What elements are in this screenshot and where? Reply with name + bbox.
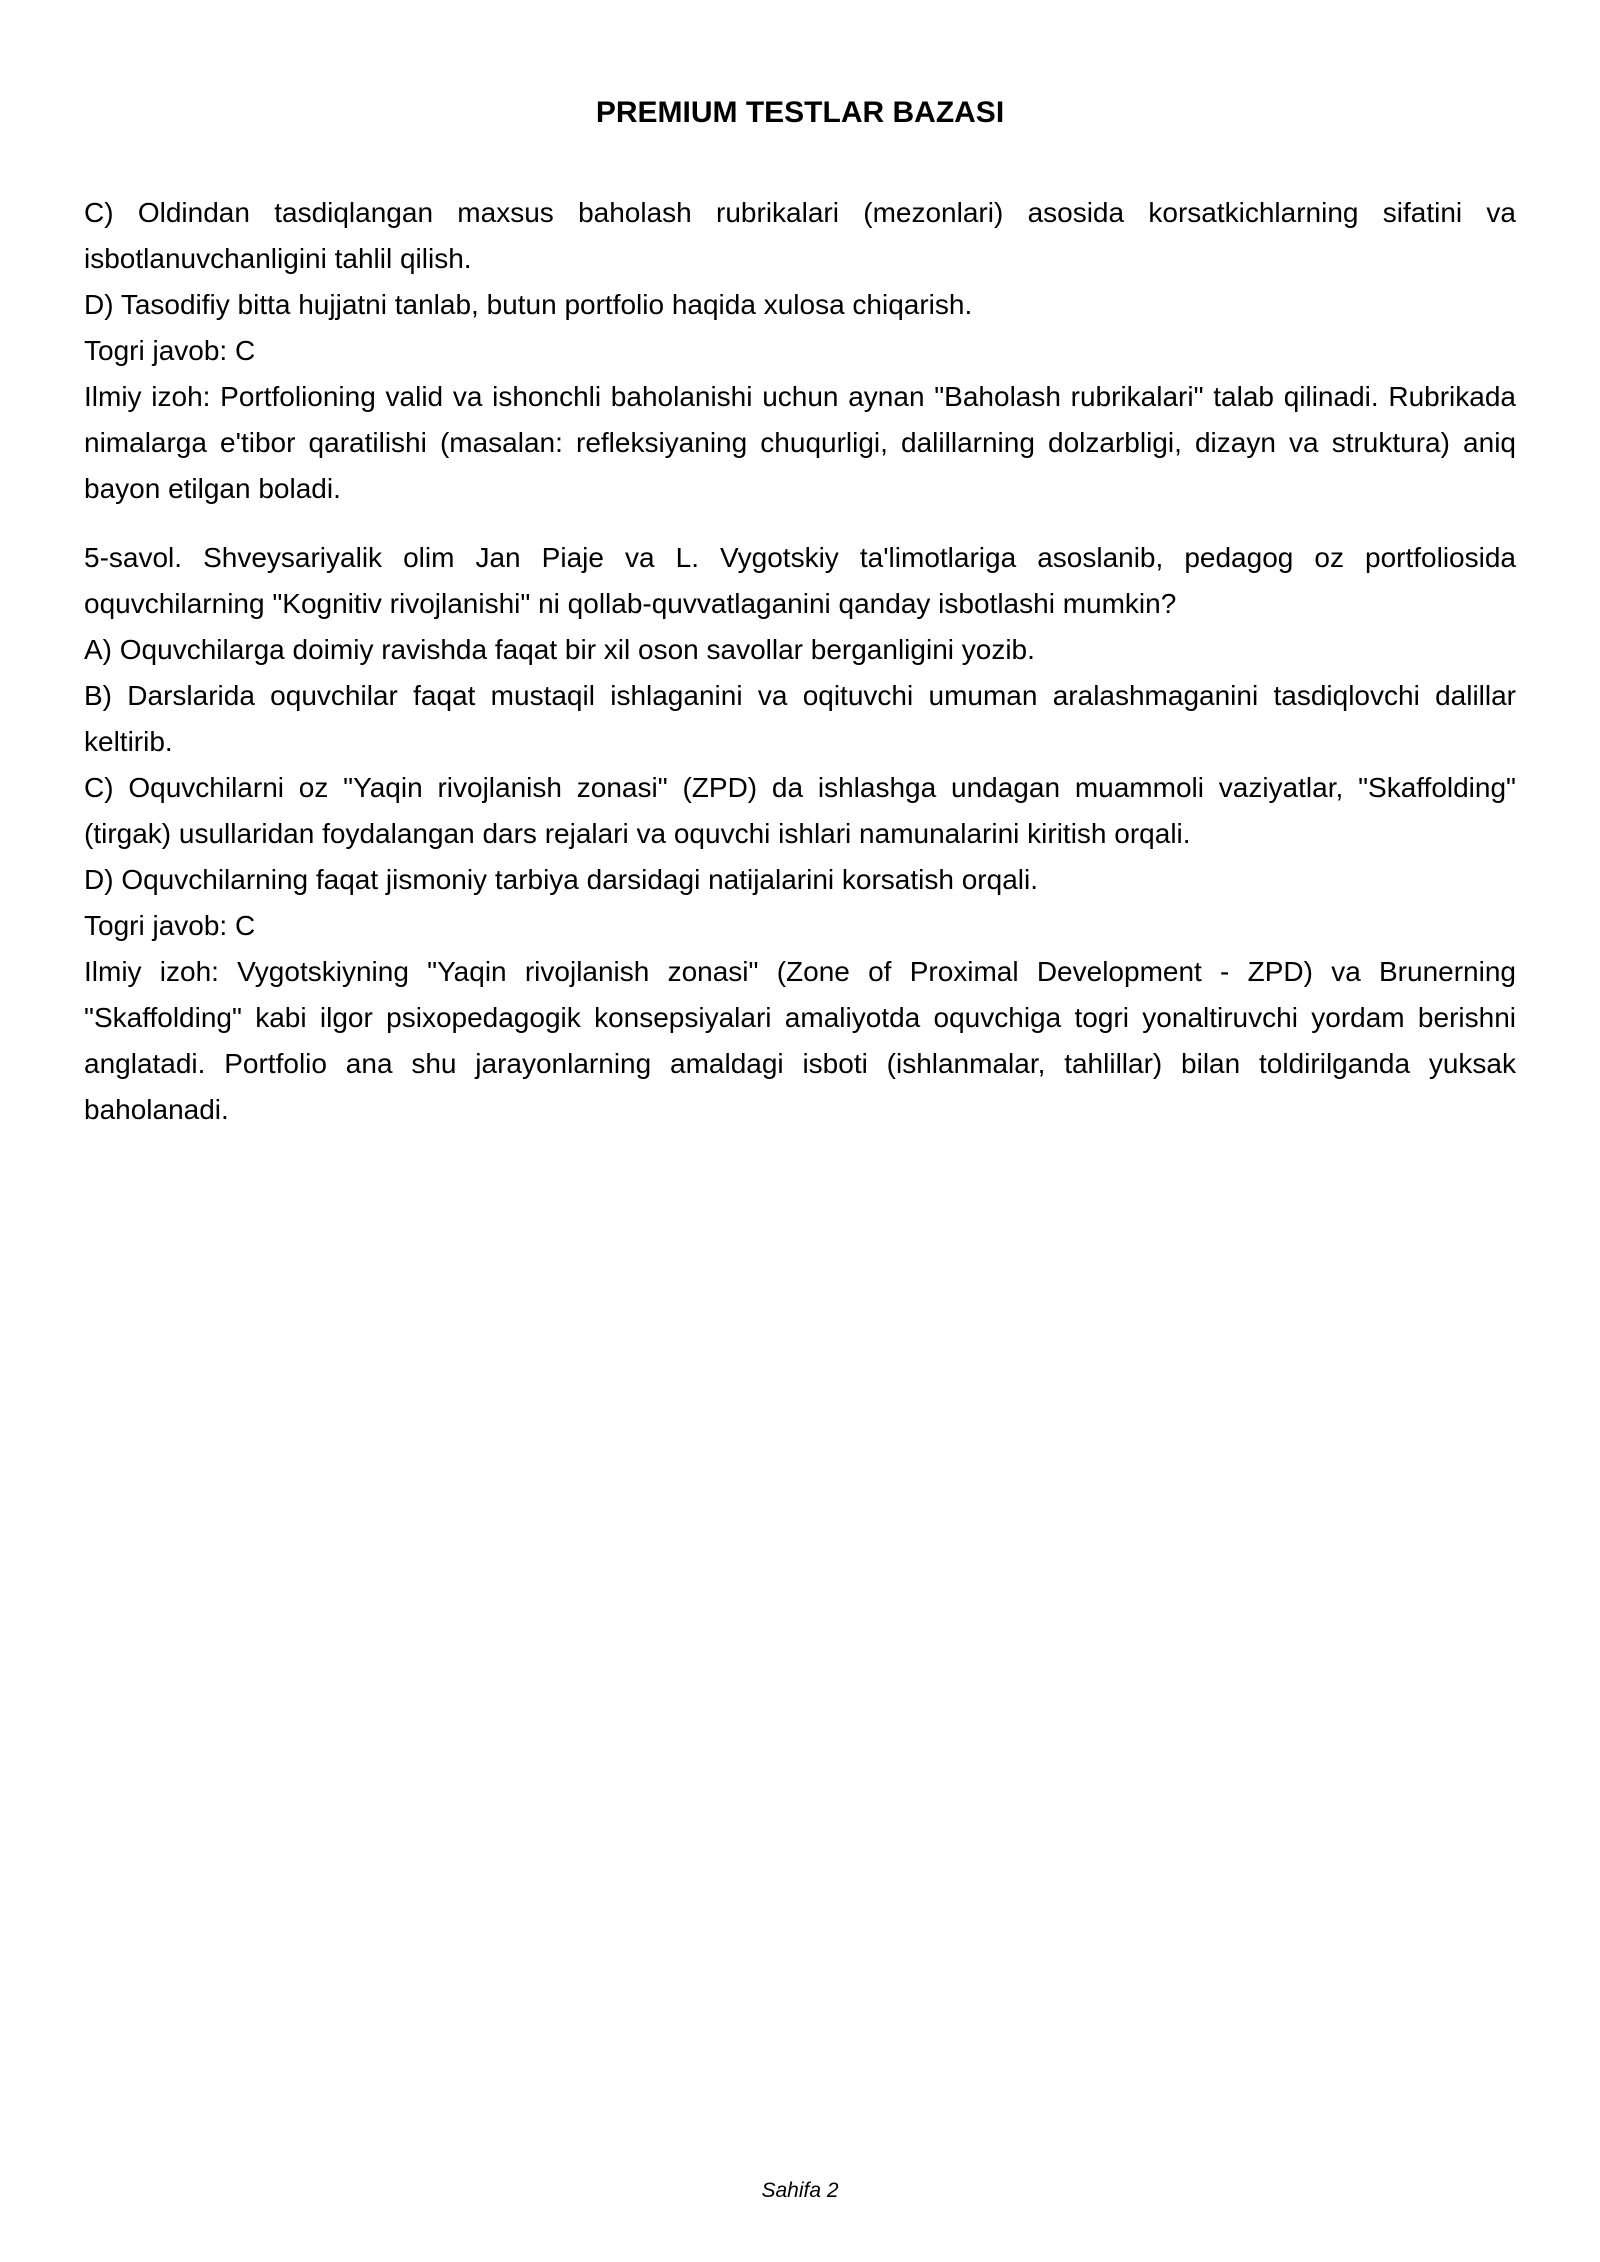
scientific-explanation: Ilmiy izoh: Vygotskiyning "Yaqin rivojlanish zonasi" (Zone of Proximal Development - ZPD) va Brunerning "Skaffolding" kabi ilgor psixopedagogik konsepsiyalari amaliyotda oquvchiga togri yonaltiruvchi yordam berishni anglatadi. Portfolio ana shu jarayonlarning amaldagi isboti (ishlanmalar, tahlillar) bilan toldirilganda yuksak baholanadi. [84, 956, 1516, 1125]
page-number: Sahifa 2 [761, 2179, 839, 2202]
document-body [84, 190, 1516, 1133]
question-4-continuation [84, 190, 1516, 512]
option-c: C) Oldindan tasdiqlangan maxsus baholash rubrikalari (mezonlari) asosida korsatkichlarning sifatini va isbotlanuvchanligini tahlil qilish. [84, 197, 1516, 274]
option-a: A) Oquvchilarga doimiy ravishda faqat bir xil oson savollar berganligini yozib. [84, 634, 1035, 665]
option-c: C) Oquvchilarni oz "Yaqin rivojlanish zonasi" (ZPD) da ishlashga undagan muammoli vaziyatlar, "Skaffolding" (tirgak) usullaridan foydalangan dars rejalari va oquvchi ishlari namunalarini kiritish orqali. [84, 772, 1516, 849]
scientific-explanation: Ilmiy izoh: Portfolioning valid va ishonchli baholanishi uchun aynan "Baholash rubrikalari" talab qilinadi. Rubrikada nimalarga e'tibor qaratilishi (masalan: refleksiyaning chuqurligi, dalillarning dolzarbligi, dizayn va struktura) aniq bayon etilgan boladi. [84, 381, 1516, 504]
correct-answer: Togri javob: C [84, 910, 256, 941]
correct-answer: Togri javob: C [84, 335, 256, 366]
option-d: D) Oquvchilarning faqat jismoniy tarbiya darsidagi natijalarini korsatish orqali. [84, 864, 1038, 895]
question-text: 5-savol. Shveysariyalik olim Jan Piaje va L. Vygotskiy ta'limotlariga asoslanib, pedagog oz portfoliosida oquvchilarning "Kognitiv rivojlanishi" ni qollab-quvvatlaganini qanday isbotlashi mumkin? [84, 542, 1516, 619]
page-title: PREMIUM TESTLAR BAZASI [595, 96, 1005, 129]
question-5 [84, 535, 1516, 1133]
option-b: B) Darslarida oquvchilar faqat mustaqil ishlaganini va oqituvchi umuman aralashmaganini tasdiqlovchi dalillar keltirib. [84, 680, 1516, 757]
block-separator [84, 512, 1516, 535]
option-d: D) Tasodifiy bitta hujjatni tanlab, butun portfolio haqida xulosa chiqarish. [84, 289, 973, 320]
